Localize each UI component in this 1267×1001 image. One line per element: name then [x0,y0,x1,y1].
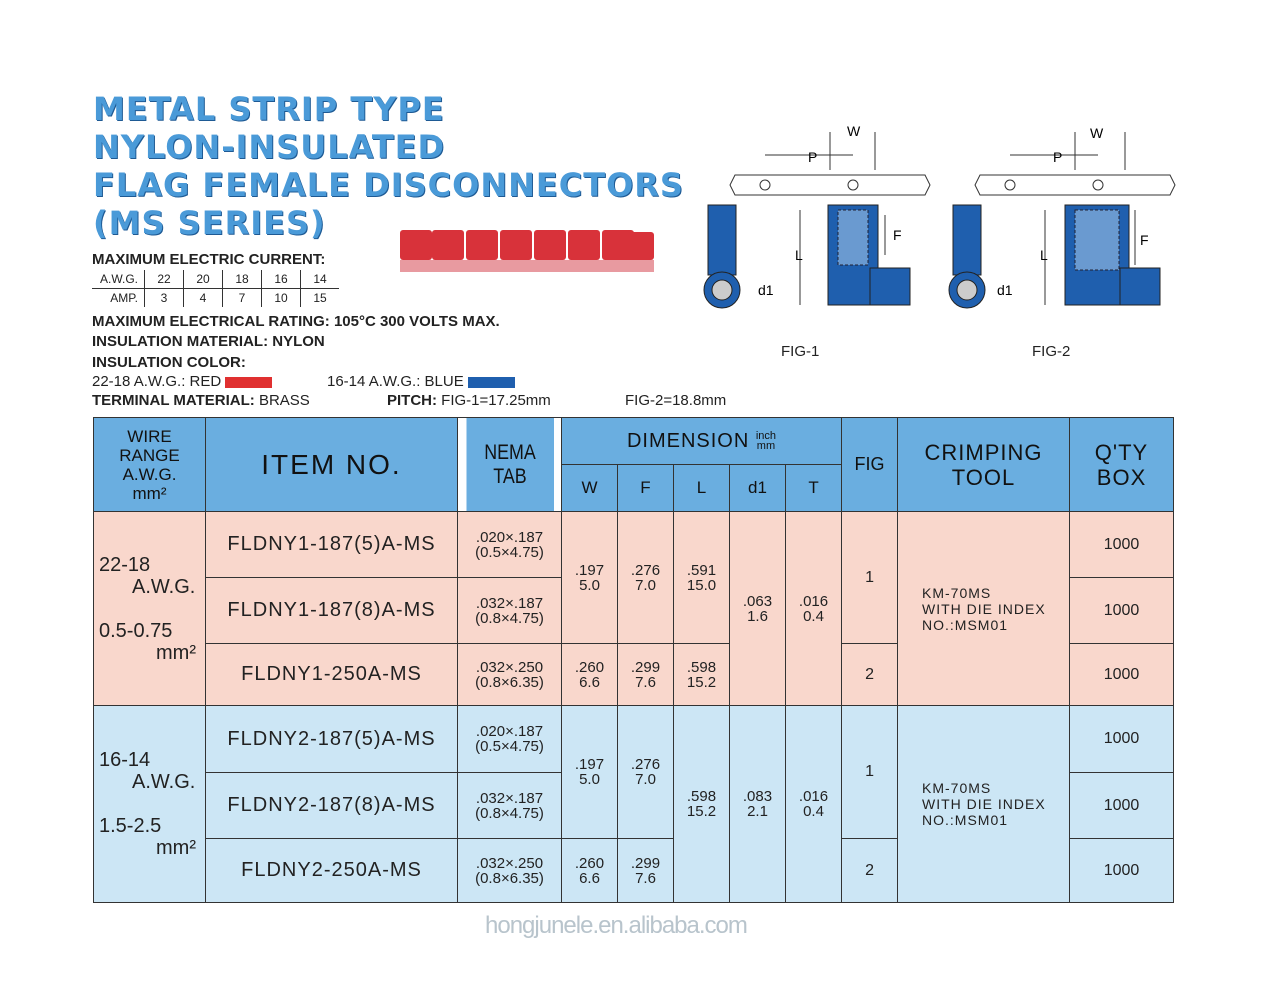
wire-text: mm² [156,641,196,664]
amp-value: 3 [145,289,184,308]
dim-in: .197 [574,756,605,773]
dim-in: .016 [798,592,829,610]
qty-cell: 1000 [1070,839,1174,903]
nema-in: .032×.250 [475,854,544,872]
header-text: WIRE [127,426,172,446]
nema-in: .032×.187 [475,594,544,612]
dim-in: .276 [630,561,661,579]
qty-cell: 1000 [1070,512,1174,578]
red-text: 22-18 A.W.G.: RED [92,373,222,390]
terminal-value: BRASS [258,392,310,409]
tool-text: WITH DIE INDEX [922,600,1046,617]
rating-label: MAXIMUM ELECTRICAL RATING: [92,313,330,330]
header-crimping-tool [898,418,1070,512]
item-no: FLDNY2-250A-MS [206,839,458,903]
l-cell [674,512,730,644]
item-no: FLDNY2-187(8)A-MS [206,773,458,839]
fig1-d1-label: d1 [758,282,774,298]
awg-value: 18 [223,270,262,289]
terminal-line [92,392,310,409]
nema-in: .032×.250 [475,658,544,676]
item-no: FLDNY1-187(5)A-MS [206,512,458,578]
nema-in: .020×.187 [475,528,544,546]
header-text: DIMENSION [626,429,750,452]
fig-cell: 2 [842,839,898,903]
nema-in: .020×.187 [475,723,544,740]
blue-swatch [468,377,515,388]
product-photo [398,222,663,287]
qty-cell: 1000 [1070,578,1174,644]
qty-cell: 1000 [1070,773,1174,839]
dim-mm: 7.0 [635,576,656,594]
terminal-label: TERMINAL MATERIAL: [92,392,255,409]
fig1-p-label: P [808,149,818,165]
item-no: FLDNY1-250A-MS [206,644,458,706]
dim-in: .598 [686,658,717,676]
fig-cell: 1 [842,512,898,644]
tool-text: KM-70MS [922,584,992,601]
l-cell [674,706,730,903]
tool-text: NO.:MSM01 [922,616,1009,633]
page-title [93,90,684,242]
pitch-label: PITCH: [387,392,437,409]
max-current-label: MAXIMUM ELECTRIC CURRENT: [92,251,326,268]
unit-inch: inch [755,430,777,443]
amp-label: AMP. [110,291,138,305]
l-cell [674,644,730,706]
fig2-w-label: W [1090,125,1104,141]
header-qty-box [1070,418,1174,512]
fig1-l-label: L [795,247,803,263]
dim-mm: 5.0 [579,771,600,788]
awg-value: 22 [145,270,184,289]
header-text: BOX [1096,464,1147,490]
f-cell [618,839,674,903]
fig1-label: FIG-1 [781,343,820,360]
dim-mm: 2.1 [747,803,768,820]
dim-mm: 6.6 [579,673,600,691]
wire-range-cell [94,512,206,706]
wire-range-cell [94,706,206,903]
dim-in: .260 [574,854,605,872]
fig2-drawing [945,120,1185,320]
awg-value: 20 [184,270,223,289]
material-value: NYLON [272,333,325,350]
material-label: INSULATION MATERIAL: [92,333,269,350]
header-t: T [786,465,842,512]
header-text: A.W.G. [122,464,177,484]
dim-in: .299 [630,658,661,676]
amp-value: 4 [184,289,223,308]
header-text: CRIMPING [924,439,1043,465]
header-wire-range [94,418,206,512]
unit-mm: mm [756,440,776,453]
nema-cell [458,839,562,903]
title-line: NYLON-INSULATED [93,128,446,166]
tool-cell [898,706,1070,903]
dim-in: .260 [574,658,605,676]
fig-cell: 2 [842,644,898,706]
dim-mm: 15.0 [686,576,717,594]
header-item-no: ITEM NO. [206,418,458,512]
header-dimension [562,418,842,465]
dim-mm: 15.2 [686,673,717,691]
title-line: (MS SERIES) [93,204,326,242]
nema-mm: (0.8×4.75) [475,804,544,822]
dim-in: .591 [686,561,717,579]
awg-label: A.W.G. [92,270,145,289]
dim-mm: 7.0 [635,771,656,788]
fig1-f-label: F [893,227,902,243]
header-f: F [618,465,674,512]
blue-color-line [327,373,515,390]
tool-text: WITH DIE INDEX [922,796,1046,812]
wire-text: 22-18 [99,553,151,576]
title-line: METAL STRIP TYPE [93,90,445,128]
wire-text: A.W.G. [132,575,196,598]
w-cell [562,839,618,903]
dim-in: .083 [742,788,773,805]
wire-text: mm² [156,837,196,859]
amp-value: 15 [301,289,340,308]
fig2-p-label: P [1053,149,1063,165]
tool-text: KM-70MS [922,780,992,796]
awg-value: 16 [262,270,301,289]
dim-mm: 0.4 [803,803,824,820]
dim-mm: 7.6 [635,673,656,691]
amp-value: 10 [262,289,301,308]
table-row [94,512,1174,578]
dim-mm: 5.0 [579,576,600,594]
header-w: W [562,465,618,512]
material-line [92,333,325,350]
wire-text: 16-14 [99,749,151,771]
wire-text: 0.5-0.75 [99,619,173,642]
dim-mm: 0.4 [803,607,824,625]
nema-cell [458,706,562,773]
dim-mm: 7.6 [635,869,656,887]
pitch-fig2: FIG-2=18.8mm [625,392,727,409]
red-swatch [225,377,272,388]
amp-value: 7 [223,289,262,308]
current-table [92,270,339,307]
item-no: FLDNY1-187(8)A-MS [206,578,458,644]
fig2-label: FIG-2 [1032,343,1071,360]
nema-mm: (0.8×4.75) [475,609,544,627]
color-label: INSULATION COLOR: [92,354,246,371]
header-text: mm² [132,483,167,503]
rating-line [92,313,500,330]
nema-mm: (0.5×4.75) [475,543,544,561]
header-text: Q'TY [1094,439,1149,465]
dim-in: .016 [798,788,829,805]
header-l: L [674,465,730,512]
nema-cell [458,512,562,578]
t-cell [786,512,842,706]
nema-mm: (0.8×6.35) [475,869,544,887]
dim-in: .063 [742,592,773,610]
watermark: hongjunele.en.alibaba.com [485,912,747,939]
table-row [94,706,1174,773]
d1-cell [730,512,786,706]
header-fig: FIG [842,418,898,512]
header-text: TOOL [951,464,1016,490]
f-cell [618,644,674,706]
dim-in: .276 [630,756,661,773]
nema-in: .032×.187 [475,789,544,807]
pitch-line [387,392,551,409]
pitch-fig1: FIG-1=17.25mm [441,392,551,409]
fig-cell: 1 [842,706,898,839]
fig2-d1-label: d1 [997,282,1013,298]
dim-mm: 15.2 [686,803,717,820]
wire-text: A.W.G. [132,771,196,793]
header-text: RANGE [119,445,180,465]
awg-value: 14 [301,270,340,289]
rating-value: 105°C 300 VOLTS MAX. [333,313,500,330]
product-table [93,417,1174,903]
dim-mm: 1.6 [747,607,768,625]
f-cell [618,512,674,644]
header-nema-tab: NEMA TAB [465,418,553,512]
tool-text: NO.:MSM01 [922,812,1009,828]
dim-in: .598 [686,788,717,805]
w-cell [562,512,618,644]
dim-in: .197 [574,561,605,579]
red-color-line [92,373,272,390]
item-no: FLDNY2-187(5)A-MS [206,706,458,773]
d1-cell [730,706,786,903]
dim-in: .299 [630,854,661,872]
tool-cell [898,512,1070,706]
fig2-l-label: L [1040,247,1048,263]
nema-mm: (0.5×4.75) [475,738,544,755]
qty-cell: 1000 [1070,644,1174,706]
header-d1: d1 [730,465,786,512]
w-cell [562,706,618,839]
nema-cell [458,578,562,644]
t-cell [786,706,842,903]
dim-mm: 6.6 [579,869,600,887]
fig2-f-label: F [1140,232,1149,248]
nema-cell [458,644,562,706]
qty-cell: 1000 [1070,706,1174,773]
f-cell [618,706,674,839]
nema-cell [458,773,562,839]
wire-text: 1.5-2.5 [99,815,162,837]
title-line: FLAG FEMALE DISCONNECTORS [93,166,684,204]
nema-mm: (0.8×6.35) [475,673,544,691]
w-cell [562,644,618,706]
fig1-drawing [700,120,940,320]
fig1-w-label: W [847,123,861,139]
blue-text: 16-14 A.W.G.: BLUE [327,373,464,390]
